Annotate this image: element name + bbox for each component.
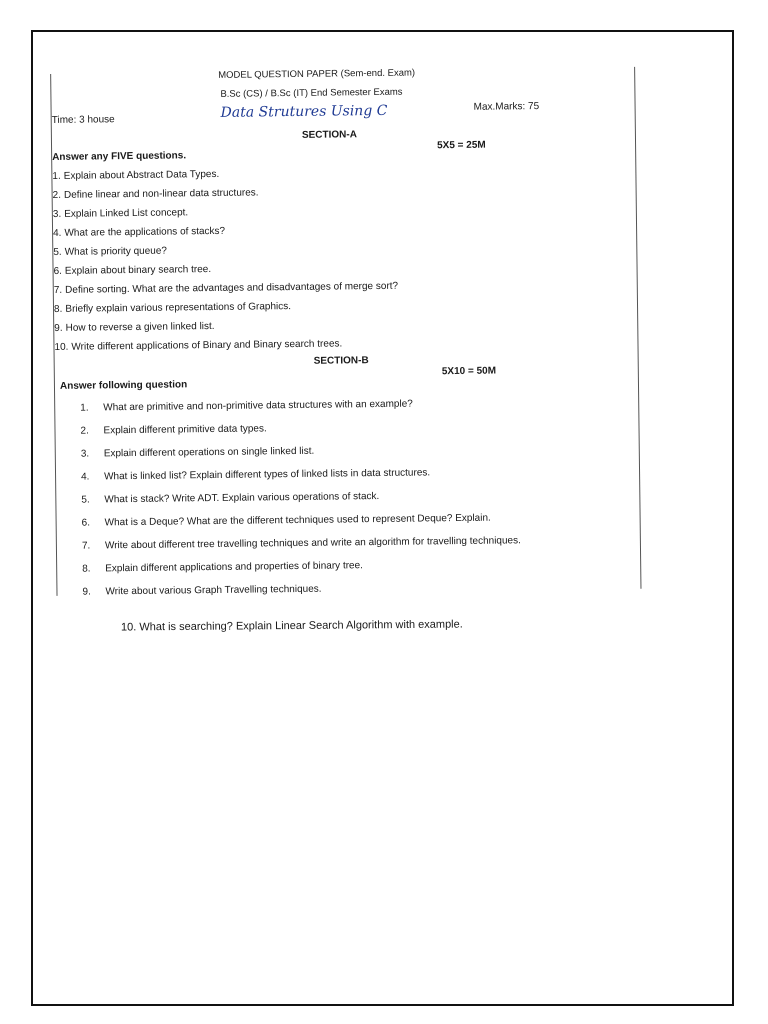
section-a-question: 9. How to reverse a given linked list. [54, 320, 215, 334]
paper-title: MODEL QUESTION PAPER (Sem-end. Exam) [218, 67, 416, 81]
section-b-question: 7. Write about different tree travelling techniques and write an algorithm for travelling techniques. [81, 535, 521, 552]
section-b-question: 2. Explain different primitive data types. [80, 423, 267, 437]
section-a-question: 3. Explain Linked List concept. [52, 207, 189, 220]
max-marks: Max.Marks: 75 [473, 101, 540, 113]
section-a-question: 2. Define linear and non-linear data structures. [52, 187, 259, 201]
section-b-question: 6. What is a Deque? What are the different techniques used to represent Deque? Explain. [81, 512, 491, 529]
section-b-instruction: Answer following question [59, 379, 188, 392]
section-a-question: 10. Write different applications of Binary and Binary search trees. [54, 338, 343, 353]
section-b-question: 4. What is linked list? Explain different types of linked lists in data structures. [81, 467, 431, 483]
section-a-question: 1. Explain about Abstract Data Types. [52, 168, 220, 182]
section-a-title: SECTION-A [301, 129, 357, 141]
section-a-question: 6. Explain about binary search tree. [53, 264, 212, 277]
section-b-question: 1. What are primitive and non-primitive data structures with an example? [80, 398, 413, 414]
section-b-title: SECTION-B [313, 355, 369, 367]
subject-handwritten: Data Strutures Using C [220, 102, 388, 121]
section-a-question: 8. Briefly explain various representations of Graphics. [53, 301, 292, 315]
section-b-question: 9. Write about various Graph Travelling techniques. [82, 583, 322, 598]
section-a-question: 7. Define sorting. What are the advantages and disadvantages of merge sort? [53, 280, 399, 296]
scanned-question-paper [48, 55, 643, 598]
section-b-marks: 5X10 = 50M [441, 365, 497, 378]
paper-exam-name: B.Sc (CS) / B.Sc (IT) End Semester Exams [220, 86, 403, 100]
section-a-question: 4. What are the applications of stacks? [53, 225, 226, 239]
section-a-instruction: Answer any FIVE questions. [52, 150, 187, 163]
section-b-question: 5. What is stack? Write ADT. Explain various operations of stack. [81, 490, 380, 506]
section-b-question-10: 10. What is searching? Explain Linear Search Algorithm with example. [120, 618, 463, 634]
section-b-question: 3. Explain different operations on single linked list. [80, 445, 315, 460]
section-a-marks: 5X5 = 25M [436, 139, 486, 152]
section-b-question: 8. Explain different applications and properties of binary tree. [82, 560, 363, 575]
time-label: Time: 3 house [51, 114, 115, 126]
section-a-question: 5. What is priority queue? [53, 245, 168, 258]
